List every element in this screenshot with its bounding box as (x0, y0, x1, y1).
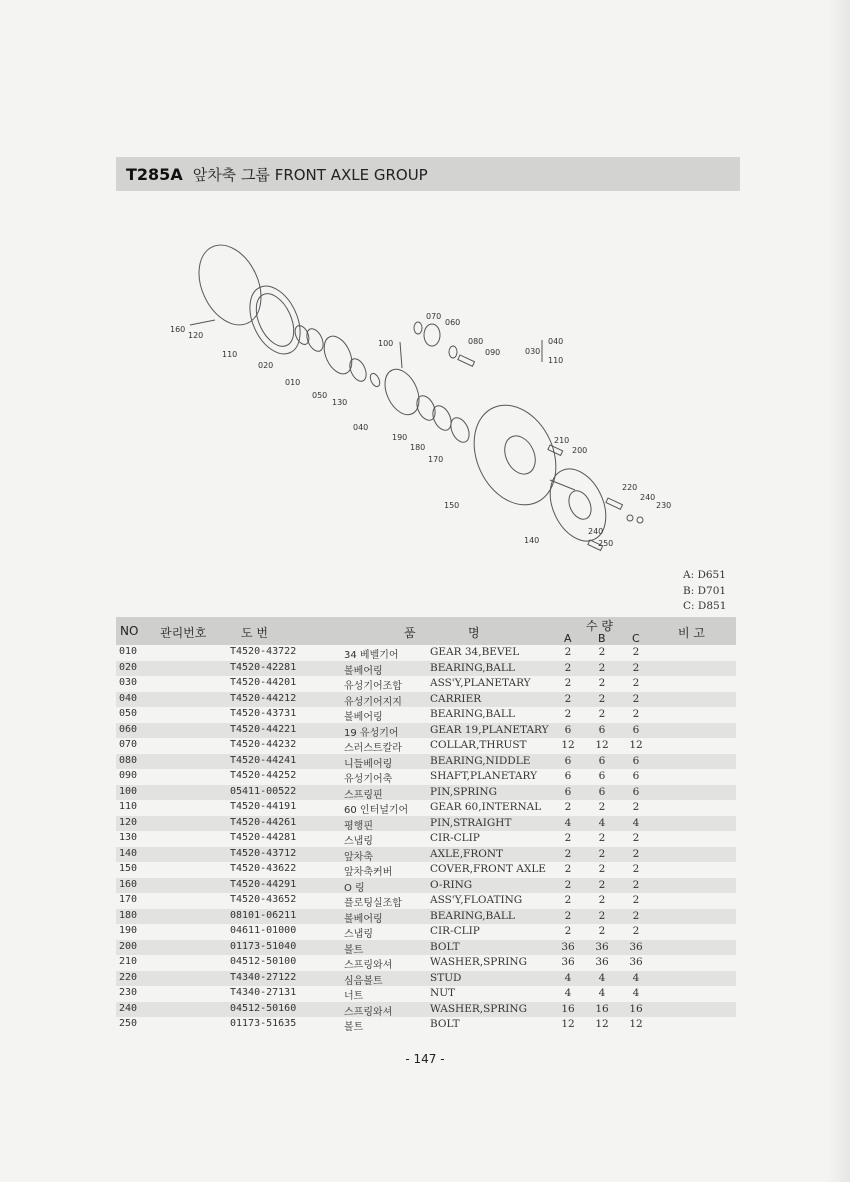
part-name-english: ASS'Y,PLANETARY (430, 677, 531, 689)
qty-a: 2 (564, 692, 572, 705)
callout-230: 230 (656, 501, 672, 510)
part-name-english: BEARING,BALL (430, 909, 515, 922)
part-name-korean: 스프링와셔 (344, 960, 393, 971)
qty-b: 6 (598, 785, 606, 798)
drawing-number: T4520-43622 (230, 863, 297, 874)
part-name-korean: 유성기어축 (344, 774, 393, 785)
table-row (116, 831, 736, 847)
part-name-korean: 심음볼트 (344, 975, 383, 987)
table-row (116, 878, 736, 894)
qty-b: 16 (595, 1002, 609, 1015)
qty-c: 2 (632, 832, 640, 844)
model-legend (683, 568, 743, 615)
qty-a: 2 (564, 894, 572, 906)
qty-c: 2 (632, 894, 640, 906)
callout-240: 240 (640, 493, 656, 502)
table-row (116, 754, 736, 770)
drawing-number: T4340-27122 (230, 971, 297, 983)
table-header (116, 617, 736, 645)
part-name-english: PIN,STRAIGHT (430, 816, 512, 829)
qty-a: 2 (564, 832, 572, 844)
callout-020: 020 (258, 361, 274, 370)
callout-100: 100 (378, 339, 394, 348)
callout-120: 120 (188, 331, 204, 340)
drawing-number: 05411-00522 (230, 785, 297, 797)
qty-b: 2 (598, 832, 606, 844)
title-bar (116, 157, 740, 191)
part-name-korean: 스냅링 (344, 929, 373, 940)
part-number: 160 (119, 878, 138, 890)
drawing-number: T4520-44241 (230, 754, 297, 766)
part-name-english: COLLAR,THRUST (430, 739, 527, 751)
header-c: C (632, 632, 640, 645)
table-row (116, 692, 736, 708)
part-number: 200 (119, 940, 138, 952)
part-name-english: CARRIER (430, 692, 482, 705)
part-number: 150 (119, 863, 138, 874)
qty-c: 4 (632, 971, 640, 984)
header-mgmt: 관리번호 (160, 626, 207, 640)
qty-a: 6 (564, 754, 572, 767)
drawing-number: T4520-44252 (230, 770, 297, 781)
qty-c: 4 (632, 987, 640, 999)
table-row (116, 769, 736, 785)
callout-210: 210 (554, 436, 570, 445)
part-number: 020 (119, 661, 138, 673)
qty-a: 4 (564, 987, 572, 999)
qty-a: 12 (561, 1018, 575, 1030)
table-row (116, 986, 736, 1002)
bevel-gear-shape (319, 332, 358, 378)
callout-200: 200 (572, 446, 588, 455)
part-name-korean: 스프링핀 (344, 789, 383, 801)
axle-cover-shape (459, 392, 572, 518)
qty-b: 2 (598, 863, 606, 875)
drawing-number: 01173-51635 (230, 1018, 297, 1029)
part-name-english: CIR-CLIP (430, 832, 480, 844)
drawing-number: T4520-44232 (230, 739, 297, 750)
qty-a: 2 (564, 925, 572, 937)
axle-flange-shape (539, 460, 616, 550)
part-number: 040 (119, 692, 138, 704)
qty-b: 2 (598, 801, 606, 813)
qty-b: 2 (598, 878, 606, 891)
part-name-english: BEARING,BALL (430, 661, 515, 674)
part-name-english: NUT (430, 987, 456, 999)
callout-250: 250 (598, 539, 614, 548)
callout-110: 110 (222, 350, 238, 359)
table-row (116, 645, 736, 661)
qty-a: 6 (564, 723, 572, 736)
qty-c: 4 (632, 816, 640, 829)
part-number: 250 (119, 1018, 138, 1029)
part-number: 100 (119, 785, 138, 797)
part-name-korean: 플로팅실조합 (344, 898, 402, 909)
qty-c: 16 (629, 1002, 643, 1015)
part-number: 240 (119, 1002, 138, 1014)
qty-a: 2 (564, 801, 572, 813)
drawing-number: T4520-43722 (230, 646, 297, 657)
part-name-english: SHAFT,PLANETARY (430, 770, 538, 782)
qty-b: 4 (598, 987, 606, 999)
part-name-english: GEAR 34,BEVEL (430, 646, 520, 658)
table-row (116, 676, 736, 692)
qty-c: 6 (632, 770, 640, 782)
part-number: 110 (119, 801, 138, 812)
qty-b: 2 (598, 661, 606, 674)
qty-c: 2 (632, 646, 640, 658)
qty-c: 2 (632, 692, 640, 705)
drawing-number: T4520-44261 (230, 816, 297, 828)
table-row (116, 955, 736, 971)
part-name-english: WASHER,SPRING (430, 956, 527, 968)
callout-050: 050 (312, 391, 328, 400)
table-row (116, 723, 736, 739)
part-name-english: ASS'Y,FLOATING (430, 894, 523, 906)
qty-c: 2 (632, 878, 640, 891)
callout-130: 130 (332, 398, 348, 407)
part-number: 180 (119, 909, 138, 921)
callout-160: 160 (170, 325, 186, 334)
table-row (116, 924, 736, 940)
table-body (116, 645, 736, 1033)
legend-a: A: D651 (683, 569, 726, 581)
qty-c: 6 (632, 754, 640, 767)
part-name-korean: 스냅링 (344, 836, 373, 847)
header-name-b: 명 (468, 626, 480, 640)
drawing-number: T4520-42281 (230, 661, 297, 673)
qty-b: 2 (598, 909, 606, 922)
qty-b: 12 (595, 739, 609, 751)
header-drawing: 도 번 (241, 626, 268, 640)
qty-a: 12 (561, 739, 575, 751)
legend-c: C: D851 (683, 600, 727, 612)
part-name-english: BEARING,BALL (430, 708, 515, 720)
qty-b: 6 (598, 723, 606, 736)
qty-c: 12 (629, 1018, 643, 1030)
drawing-number: T4520-43652 (230, 894, 297, 905)
part-number: 010 (119, 646, 138, 657)
qty-c: 2 (632, 708, 640, 720)
part-name-korean: 볼베어링 (344, 712, 383, 723)
qty-b: 4 (598, 816, 606, 829)
qty-c: 2 (632, 909, 640, 922)
drawing-number: 04512-50100 (230, 956, 297, 967)
part-number: 080 (119, 754, 138, 766)
header-name-a: 품 (404, 626, 416, 640)
callout-090: 090 (485, 348, 501, 357)
drawing-number: T4520-44191 (230, 801, 297, 812)
header-a: A (564, 632, 572, 645)
part-name-english: GEAR 60,INTERNAL (430, 801, 542, 813)
table-row (116, 940, 736, 956)
qty-a: 2 (564, 878, 572, 891)
callout-040b: 040 (548, 337, 564, 346)
header-qty: 수 량 (586, 619, 613, 633)
drawing-number: T4520-43712 (230, 847, 297, 859)
qty-c: 2 (632, 677, 640, 689)
drawing-number: T4520-44291 (230, 878, 297, 890)
part-name-english: CIR-CLIP (430, 925, 480, 937)
page-edge (828, 0, 850, 1182)
table-row (116, 1017, 736, 1033)
part-name-korean: 유성기어조합 (344, 681, 402, 692)
part-name-english: BEARING,NIDDLE (430, 754, 531, 767)
part-number: 030 (119, 677, 138, 688)
qty-a: 2 (564, 677, 572, 689)
qty-b: 12 (595, 1018, 609, 1030)
part-name-english: WASHER,SPRING (430, 1002, 527, 1015)
table-row (116, 1002, 736, 1018)
part-number: 230 (119, 987, 138, 998)
callout-140: 140 (524, 536, 540, 545)
table-row (116, 971, 736, 987)
qty-b: 2 (598, 847, 606, 860)
diagram-svg (170, 240, 690, 570)
part-number: 050 (119, 708, 138, 719)
callout-240b: 240 (588, 527, 604, 536)
part-name-korean: 볼트 (344, 944, 364, 956)
part-name-korean: O 링 (344, 882, 365, 894)
qty-b: 6 (598, 770, 606, 782)
group-title: 앞차축 그룹 FRONT AXLE GROUP (192, 165, 428, 184)
table-row (116, 785, 736, 801)
table-row (116, 707, 736, 723)
parts-table (116, 617, 736, 1033)
drawing-number: T4520-43731 (230, 708, 297, 719)
part-number: 120 (119, 816, 138, 828)
callout-080: 080 (468, 337, 484, 346)
qty-a: 2 (564, 646, 572, 658)
drawing-number: T4520-44221 (230, 723, 297, 735)
part-number: 060 (119, 723, 138, 735)
callout-110b: 110 (548, 356, 564, 365)
drawing-number: T4520-44281 (230, 832, 297, 843)
exploded-parts-diagram (170, 240, 690, 570)
qty-b: 2 (598, 677, 606, 689)
internal-gear-shape (240, 278, 310, 362)
callout-220: 220 (622, 483, 638, 492)
part-number: 130 (119, 832, 138, 843)
part-name-korean: 60 인터널기어 (344, 805, 409, 816)
drawing-number: T4520-44201 (230, 677, 297, 688)
part-name-korean: 스프링와셔 (344, 1006, 393, 1018)
qty-a: 36 (561, 940, 575, 953)
table-row (116, 800, 736, 816)
part-number: 170 (119, 894, 138, 905)
callout-190: 190 (392, 433, 408, 442)
part-name-korean: 볼트 (344, 1022, 364, 1033)
qty-b: 36 (595, 940, 609, 953)
part-number: 210 (119, 956, 138, 967)
part-name-korean: 너트 (344, 991, 364, 1002)
drawing-number: T4520-44212 (230, 692, 297, 704)
qty-b: 36 (595, 956, 609, 968)
part-number: 140 (119, 847, 138, 859)
part-name-korean: 볼베어링 (344, 665, 383, 677)
qty-c: 36 (629, 956, 643, 968)
part-name-english: GEAR 19,PLANETARY (430, 723, 549, 736)
qty-c: 2 (632, 801, 640, 813)
qty-a: 2 (564, 909, 572, 922)
part-name-korean: 유성기어지지 (344, 696, 402, 708)
header-remarks: 비 고 (678, 626, 705, 640)
qty-c: 36 (629, 940, 643, 953)
callout-060: 060 (445, 318, 461, 327)
group-code: T285A (126, 164, 183, 184)
qty-b: 2 (598, 894, 606, 906)
qty-a: 2 (564, 661, 572, 674)
qty-c: 2 (632, 863, 640, 875)
table-row (116, 738, 736, 754)
planetary-gear-shape (424, 324, 440, 346)
part-name-korean: 니들베어링 (344, 758, 393, 770)
table-row (116, 862, 736, 878)
qty-c: 12 (629, 739, 643, 751)
qty-c: 6 (632, 785, 640, 798)
qty-c: 2 (632, 661, 640, 674)
part-name-korean: 스러스트칼라 (344, 743, 402, 754)
page-number: - 147 - (405, 1052, 445, 1066)
part-number: 070 (119, 739, 138, 750)
part-number: 090 (119, 770, 138, 781)
table-row (116, 847, 736, 863)
callout-010: 010 (285, 378, 301, 387)
callout-070: 070 (426, 312, 442, 321)
callout-170: 170 (428, 455, 444, 464)
part-name-english: BOLT (430, 940, 460, 953)
part-number: 190 (119, 925, 138, 936)
qty-a: 36 (561, 956, 575, 968)
drawing-number: 04611-01000 (230, 925, 297, 936)
part-name-english: STUD (430, 971, 462, 984)
legend-b: B: D701 (683, 584, 727, 597)
header-b: B (598, 632, 606, 645)
part-name-korean: 볼베어링 (344, 913, 383, 925)
qty-b: 2 (598, 692, 606, 705)
qty-a: 4 (564, 816, 572, 829)
part-name-english: O-RING (430, 878, 473, 891)
drawing-number: T4340-27131 (230, 987, 297, 998)
qty-c: 2 (632, 925, 640, 937)
part-name-korean: 평행핀 (344, 820, 373, 832)
table-row (116, 661, 736, 677)
table-row (116, 909, 736, 925)
drawing-number: 01173-51040 (230, 940, 297, 952)
qty-c: 2 (632, 847, 640, 860)
part-name-english: PIN,SPRING (430, 785, 497, 798)
part-name-korean: 34 베벨기어 (344, 650, 399, 661)
qty-a: 6 (564, 785, 572, 798)
qty-a: 2 (564, 847, 572, 860)
part-name-korean: 앞차축 (344, 851, 373, 863)
part-number: 220 (119, 971, 138, 983)
qty-b: 2 (598, 646, 606, 658)
header-no: NO (120, 624, 139, 638)
qty-a: 16 (561, 1002, 575, 1015)
qty-b: 2 (598, 708, 606, 720)
qty-a: 2 (564, 708, 572, 720)
drawing-number: 04512-50160 (230, 1002, 297, 1014)
qty-b: 2 (598, 925, 606, 937)
qty-b: 4 (598, 971, 606, 984)
table-row (116, 893, 736, 909)
part-name-english: AXLE,FRONT (430, 847, 504, 860)
qty-c: 6 (632, 723, 640, 736)
callout-150: 150 (444, 501, 460, 510)
part-name-english: COVER,FRONT AXLE (430, 863, 546, 875)
callout-180: 180 (410, 443, 426, 452)
drawing-number: 08101-06211 (230, 909, 297, 921)
part-name-korean: 앞차축커버 (344, 867, 393, 878)
part-name-korean: 19 유성기어 (344, 727, 399, 739)
callout-030: 030 (525, 347, 541, 356)
qty-a: 6 (564, 770, 572, 782)
qty-a: 2 (564, 863, 572, 875)
qty-a: 4 (564, 971, 572, 984)
part-name-english: BOLT (430, 1018, 460, 1030)
qty-b: 6 (598, 754, 606, 767)
callout-040: 040 (353, 423, 369, 432)
table-row (116, 816, 736, 832)
